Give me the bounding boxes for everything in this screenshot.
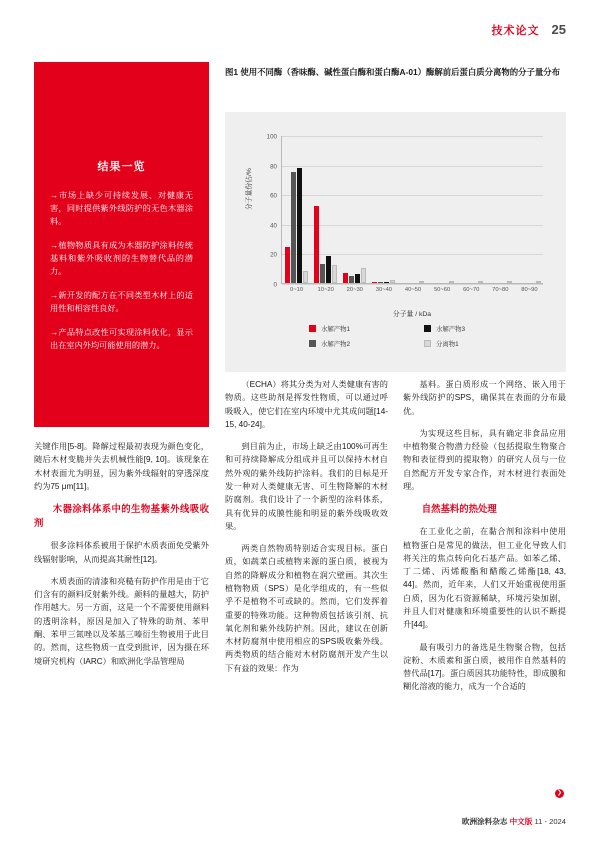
paragraph: 关键作用[5-8]。降解过程最初表现为颜色变化，随后木材变脆并失去机械性能[9, 10]。该现象在木材表面尤为明显，因为紫外线辐射的穿透深度约为75 μm[11]。 (34, 442, 209, 491)
chart-bar-group (282, 135, 311, 293)
paragraph: 木质表面的清漆和亮糙有防护作用是由于它们含有的颜料反射紫外线。颜料的量越大，防护作用越大。另一方面，这是一个不需要使用颜料的透明涂料，原因是加入了特殊的助剂、苯甲酮、苯甲三氮唑以及苯基三嗪衍生物被用于此目的。然而，这些物质一直受到批评，因为摄在环境研究机构（IARC）和欧洲化学品管理局 (34, 576, 209, 666)
page-header (492, 22, 566, 38)
chart-legend-item (309, 324, 424, 333)
chart-x-tick-label: 70~80 (492, 287, 509, 293)
results-bullet: →产品特点改性可实现涂料优化，显示出在室内外均可能使用的潜力。 (50, 327, 193, 350)
chart-plot-area (266, 133, 543, 293)
chart-bar (536, 281, 541, 283)
chart-legend-swatch (424, 325, 431, 332)
chart-legend-item (424, 339, 539, 348)
chart-legend-item (309, 339, 424, 348)
chart-bar (314, 206, 319, 283)
results-bullet: →新开发的配方在不同类型木材上的适用性和相容性良好。 (50, 290, 193, 313)
chart-bar (326, 256, 331, 283)
chart-y-tick-label: 80 (270, 163, 277, 171)
chart-bar-group (398, 135, 427, 293)
chart-y-tick-label: 20 (270, 251, 277, 259)
chart-legend-label: 水解产物1 (321, 326, 351, 333)
paragraph: 最有吸引力的备选是生物聚合物，包括淀粉、木质素和蛋白质，被用作自然基料的替代品[17]。蛋白质因其功能特性，即成膜和糊化溶液的能力，成为一个合适的 (403, 642, 566, 692)
page-number: 25 (551, 22, 566, 37)
chart-bar (449, 281, 454, 283)
paragraph: 两类自然物质特别适合实现目标。蛋白质，如蔬菜白或植物来源的蛋白质，被视为自然的降解成分和植物在润穴壁画。其次生植物物质（SPS）是化学组成的，有一些似乎不是植物不可或缺的。然而，它们发挥着重要的特殊功能。这种物质包括该引剂、抗氧化剂和紫外线防护剂。因此，建议在创新木材防腐剂中使用相应的SPS吸收紫外线。两类物质的结合能对木材防腐剂开发产生以下有益的效果：作为 (225, 544, 388, 673)
chart-bar (349, 276, 354, 283)
footer-brand: 欧洲涂料杂志 (461, 817, 508, 826)
chart-gridline (273, 281, 543, 289)
chart-bar-group (369, 135, 398, 293)
chart-legend-swatch (309, 340, 316, 347)
chart-y-tick-label: 100 (266, 133, 277, 141)
paragraph: （ECHA）将其分类为对人类健康有害的物质。这些助剂是挥发性物质，可以通过呼吸吸入，使它们在室内环境中尤其成问题[14-15, 40-24]。 (225, 380, 388, 429)
section-heading-thermal-treatment: 自然基料的热处理 (421, 503, 497, 515)
chart-bar (384, 282, 389, 283)
chart-y-tick-label: 0 (273, 281, 277, 289)
chart-x-tick-label: 20~30 (346, 287, 363, 293)
results-bullet: →市场上缺少可持续发展、对健康无害，同时提供紫外线防护的无色木器涂料。 (50, 191, 193, 226)
footer-edition: 中文版 (509, 817, 533, 826)
column-right (403, 378, 566, 703)
chart-legend-swatch (424, 340, 431, 347)
chart-bar (390, 280, 395, 283)
chart-bar-group (428, 135, 457, 293)
chart-bar (291, 172, 296, 283)
figure-chart (225, 112, 566, 372)
chart-x-tick-label: 60~70 (463, 287, 480, 293)
chart-x-tick-label: 80~90 (521, 287, 538, 293)
chart-legend-label: 水解产物3 (436, 326, 466, 333)
chart-bar (361, 268, 366, 283)
chart-x-tick-label: 30~40 (375, 287, 393, 293)
chart-bar-group (486, 135, 515, 293)
section-heading-uv-absorber: 木器涂料体系中的生物基紫外线吸收剂 (34, 503, 209, 529)
chart-bar-group (515, 135, 544, 293)
chart-legend-label: 分离物1 (436, 341, 459, 348)
chart-bar-group (311, 135, 340, 293)
chart-bar (355, 274, 360, 283)
column-left (34, 440, 209, 677)
chart-bar (372, 282, 377, 283)
paragraph: 为实现这些目标，具有确定非食品应用中植物聚合物潜力经验（包括提取生物聚合物和表征得到的提取物）的研究人员与一位自然配方开发专家合作，对木材进行表面处理。 (403, 428, 566, 491)
chart-legend-label: 水解产物2 (321, 341, 351, 348)
results-summary-title: 结果一览 (97, 161, 146, 173)
chart-legend-swatch (309, 325, 316, 332)
figure-caption: 图1 使用不同酶（香味酶、碱性蛋白酶和蛋白酶A-01）酶解前后蛋白质分离物的分子量分布 (225, 67, 561, 77)
chart-bar (297, 168, 302, 283)
chart-bar-group (457, 135, 486, 293)
column-middle (225, 378, 388, 684)
chart-x-tick-label: 50~60 (433, 287, 451, 293)
chart-bar (285, 247, 290, 283)
chart-bar (332, 265, 337, 283)
results-bullet: →植物物质具有成为木器防护涂料传统基料和紫外吸收剂的生物替代品的潜力。 (50, 240, 193, 276)
chart-bar-group (340, 135, 369, 293)
paragraph: 很多涂料体系被用于保护木质表面免受紫外线辐射影响，从而提高其耐性[12]。 (34, 541, 209, 564)
chart-legend-item (424, 324, 539, 333)
page-footer (462, 816, 566, 827)
chart-x-tick-label: 40~50 (404, 287, 422, 293)
chart-bar (303, 271, 308, 283)
chart-bar (343, 273, 348, 283)
chart-x-tick-label: 0~10 (290, 287, 304, 293)
chart-bar (419, 281, 424, 283)
chart-bar (507, 281, 512, 283)
header-section-title: 技术论文 (491, 25, 540, 37)
results-summary-box (34, 62, 209, 427)
chart-y-tick-label: 40 (270, 222, 277, 230)
chart-bar (478, 281, 483, 283)
chart-bar (320, 264, 325, 283)
paragraph: 到目前为止，市场上缺乏由100%可再生和可持续降解成分组成并且可以保持木材自然外观的紫外线防护涂料。我们的目标是开发一种对人类健康无害、可生物降解的木材防腐剂。我们设计了一个新型的涂料体系，具有优异的成膜性能和明显的紫外线吸收效果。 (225, 442, 388, 531)
chart-y-tick-label: 60 (270, 192, 277, 200)
chart-y-axis-label: 分子量份佔/% (246, 168, 253, 210)
chart-legend (309, 324, 539, 354)
continue-arrow-icon: ❯ (556, 790, 563, 796)
footer-issue: 11 - 2024 (534, 817, 566, 826)
chart-x-axis-label: 分子量 / kDa (392, 311, 432, 318)
paragraph: 基料。蛋白质形成一个网络、嵌入用于紫外线防护的SPS，确保其在表面的分布最优。 (403, 380, 566, 416)
chart-bar (378, 282, 383, 283)
chart-x-tick-label: 10~20 (317, 287, 334, 293)
paragraph: 在工业化之前，在黏合剂和涂料中使用植物蛋白是常见的做法，但工业化导致人们将关注的焦点转向化石基产品。如苯乙烯、丁二烯、丙烯酸酯和醋酸乙烯酯[18, 43, 44]。然而，近年来，人们又开始重视使用蛋白质，因为化石资源稀缺，环境污染加剧，并且人们对健康和环境重要性的认识不断提升[44]。 (403, 527, 566, 630)
